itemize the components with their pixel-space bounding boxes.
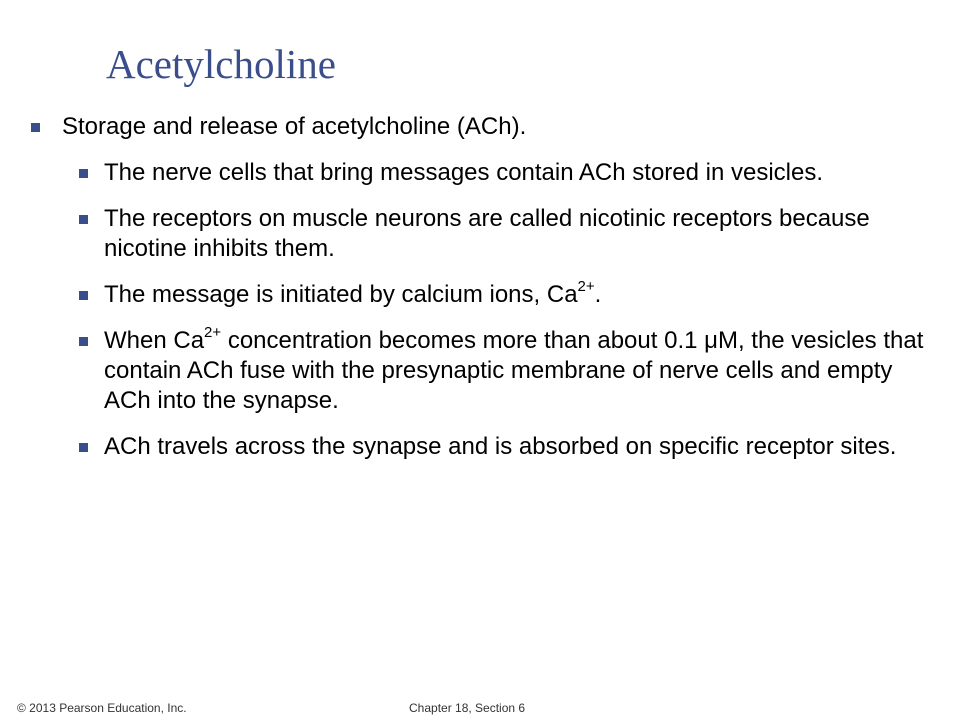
bullet-text-end: . — [594, 281, 602, 308]
sub-bullet-item — [0, 326, 960, 416]
bullet-text-start: When Ca — [104, 327, 205, 354]
bullet-text-start: The message is initiated by calcium ions, Ca — [104, 281, 578, 308]
sub-bullet-item — [0, 280, 960, 310]
sub-bullet-item — [0, 204, 960, 264]
sub-bullet-item — [0, 158, 960, 188]
square-bullet-icon — [79, 443, 88, 452]
superscript: 2+ — [577, 278, 595, 295]
square-bullet-icon — [79, 169, 88, 178]
bullet-text-end: concentration becomes more than about 0.1 μM, the vesicles that contain ACh fuse with the presynaptic membrane of nerve cells and empty ACh into the synapse. — [104, 327, 924, 414]
square-bullet-icon — [79, 291, 88, 300]
square-bullet-icon — [79, 215, 88, 224]
footer-chapter: Chapter 18, Section 6 — [409, 701, 526, 715]
square-bullet-icon — [31, 123, 40, 132]
footer-copyright: © 2013 Pearson Education, Inc. — [17, 701, 187, 715]
bullet-text: The nerve cells that bring messages contain ACh stored in vesicles. — [104, 159, 824, 186]
bullet-text: ACh travels across the synapse and is absorbed on specific receptor sites. — [104, 433, 897, 460]
bullet-text: The receptors on muscle neurons are called nicotinic receptors because nicotine inhibits them. — [104, 205, 870, 262]
sub-bullet-item — [0, 432, 960, 462]
square-bullet-icon — [79, 337, 88, 346]
slide-title: Acetylcholine — [106, 41, 336, 87]
bullet-list — [0, 112, 960, 478]
bullet-text: Storage and release of acetylcholine (ACh). — [62, 113, 527, 140]
bullet-item — [0, 112, 960, 142]
superscript: 2+ — [204, 324, 222, 341]
